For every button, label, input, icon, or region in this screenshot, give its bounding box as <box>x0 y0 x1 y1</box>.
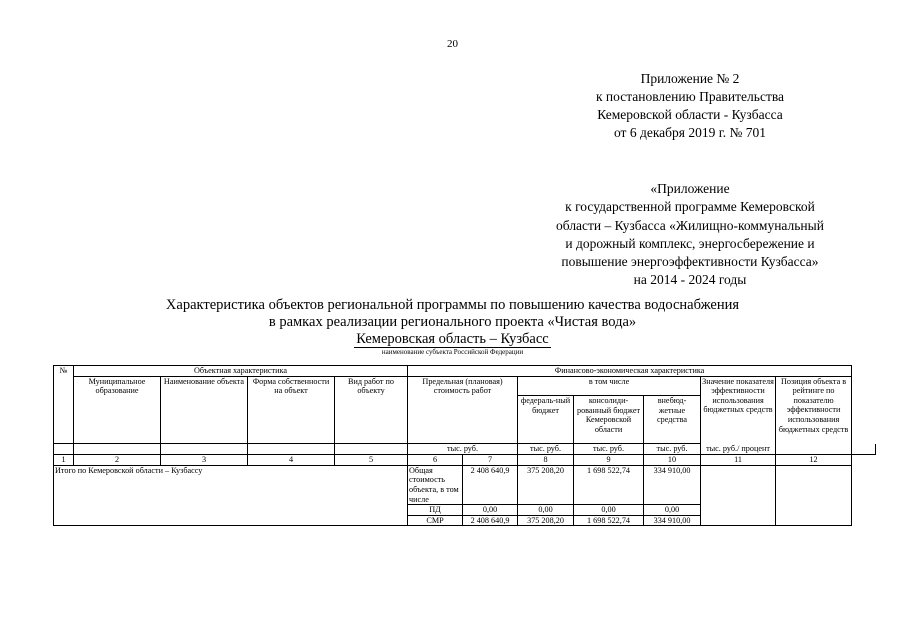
col-number: 6 <box>408 454 463 465</box>
header-position: Позиция объекта в рейтинге по показателю эффективности использования бюджетных средств <box>776 376 852 454</box>
row-label: ПД <box>408 505 463 516</box>
header-ownership: Форма собственности на объект <box>248 376 335 444</box>
appendix-line: Приложение № 2 <box>640 71 740 86</box>
column-number-row <box>54 454 876 465</box>
header-indicator: Значение показателя эффективности использования бюджетных средств <box>701 376 776 444</box>
col-number: 9 <box>574 454 644 465</box>
program-line: на 2014 - 2024 годы <box>633 272 747 288</box>
header-extrabudget: внебюд-жетные средства <box>644 396 701 444</box>
col-number: 1 <box>54 454 74 465</box>
unit-indicator: тыс. руб./ процент <box>701 444 776 455</box>
units-row <box>54 444 876 455</box>
row-extrabudget: 334 910,00 <box>644 465 701 504</box>
program-line: и дорожный комплекс, энергосбережение и <box>565 235 815 251</box>
header-municipal: Муниципальное образование <box>74 376 161 444</box>
region-name <box>0 331 905 347</box>
program-appendix-header <box>500 180 880 290</box>
row-label: СМР <box>408 515 463 526</box>
region-caption: наименование субъекта Российской Федерации <box>381 348 524 356</box>
region-text: Кемеровская область – Кузбасс <box>356 331 549 347</box>
header-no: № <box>54 366 74 444</box>
header-federal: федераль-ный бюджет <box>518 396 574 444</box>
row-indicator <box>701 465 776 526</box>
col-number: 2 <box>74 454 161 465</box>
header-cost-blank <box>408 396 518 444</box>
unit-cost: тыс. руб. <box>408 444 518 455</box>
col-number: 5 <box>335 454 408 465</box>
row-position <box>776 465 852 526</box>
row-extrabudget: 334 910,00 <box>644 515 701 526</box>
row-cost: 0,00 <box>463 505 518 516</box>
row-extrabudget: 0,00 <box>644 505 701 516</box>
header-finance-characteristic: Финансово-экономическая характеристика <box>408 366 852 377</box>
table-row <box>54 465 876 504</box>
row-consolidated: 1 698 522,74 <box>574 515 644 526</box>
header-object-characteristic: Объектная характеристика <box>74 366 408 377</box>
program-line: «Приложение <box>650 181 730 196</box>
col-number: 8 <box>518 454 574 465</box>
total-label: Итого по Кемеровской области – Кузбассу <box>54 465 408 526</box>
col-number: 10 <box>644 454 701 465</box>
row-cost: 2 408 640,9 <box>463 515 518 526</box>
row-federal: 375 208,20 <box>518 515 574 526</box>
col-number: 11 <box>701 454 776 465</box>
row-consolidated: 1 698 522,74 <box>574 465 644 504</box>
unit-federal: тыс. руб. <box>518 444 574 455</box>
col-number: 4 <box>248 454 335 465</box>
col-number: 12 <box>776 454 852 465</box>
appendix-line: Кемеровской области - Кузбасса <box>597 107 783 122</box>
header-object-name: Наименование объекта <box>161 376 248 444</box>
document-title <box>40 297 865 330</box>
header-work-type: Вид работ по объекту <box>335 376 408 444</box>
header-row-2 <box>54 376 876 396</box>
page-number: 20 <box>447 38 458 50</box>
program-line: повышение энергоэффективности Кузбасса» <box>561 254 819 270</box>
appendix-line: к постановлению Правительства <box>595 89 785 104</box>
program-line: к государственной программе Кемеровской <box>565 199 815 215</box>
row-label: Общая стоимость объекта, в том числе <box>408 465 463 504</box>
header-including: в том числе <box>518 376 701 396</box>
objects-table <box>53 365 876 526</box>
header-consolidated: консолиди-рованный бюджет Кемеровской области <box>574 396 644 444</box>
appendix-line: от 6 декабря 2019 г. № 701 <box>613 125 767 140</box>
header-cost: Предельная (плановая) стоимость работ <box>408 376 518 396</box>
row-cost: 2 408 640,9 <box>463 465 518 504</box>
row-federal: 0,00 <box>518 505 574 516</box>
title-line: в рамках реализации регионального проекта «Чистая вода» <box>268 313 637 330</box>
title-line: Характеристика объектов региональной программы по повышению качества водоснабжения <box>165 297 740 313</box>
row-consolidated: 0,00 <box>574 505 644 516</box>
appendix-header <box>530 70 850 142</box>
program-line: области – Кузбасса «Жилищно-коммунальный <box>556 217 824 233</box>
header-row-1 <box>54 366 876 377</box>
col-number: 7 <box>463 454 518 465</box>
unit-extrabudget: тыс. руб. <box>644 444 701 455</box>
col-number: 3 <box>161 454 248 465</box>
row-federal: 375 208,20 <box>518 465 574 504</box>
unit-consolidated: тыс. руб. <box>574 444 644 455</box>
